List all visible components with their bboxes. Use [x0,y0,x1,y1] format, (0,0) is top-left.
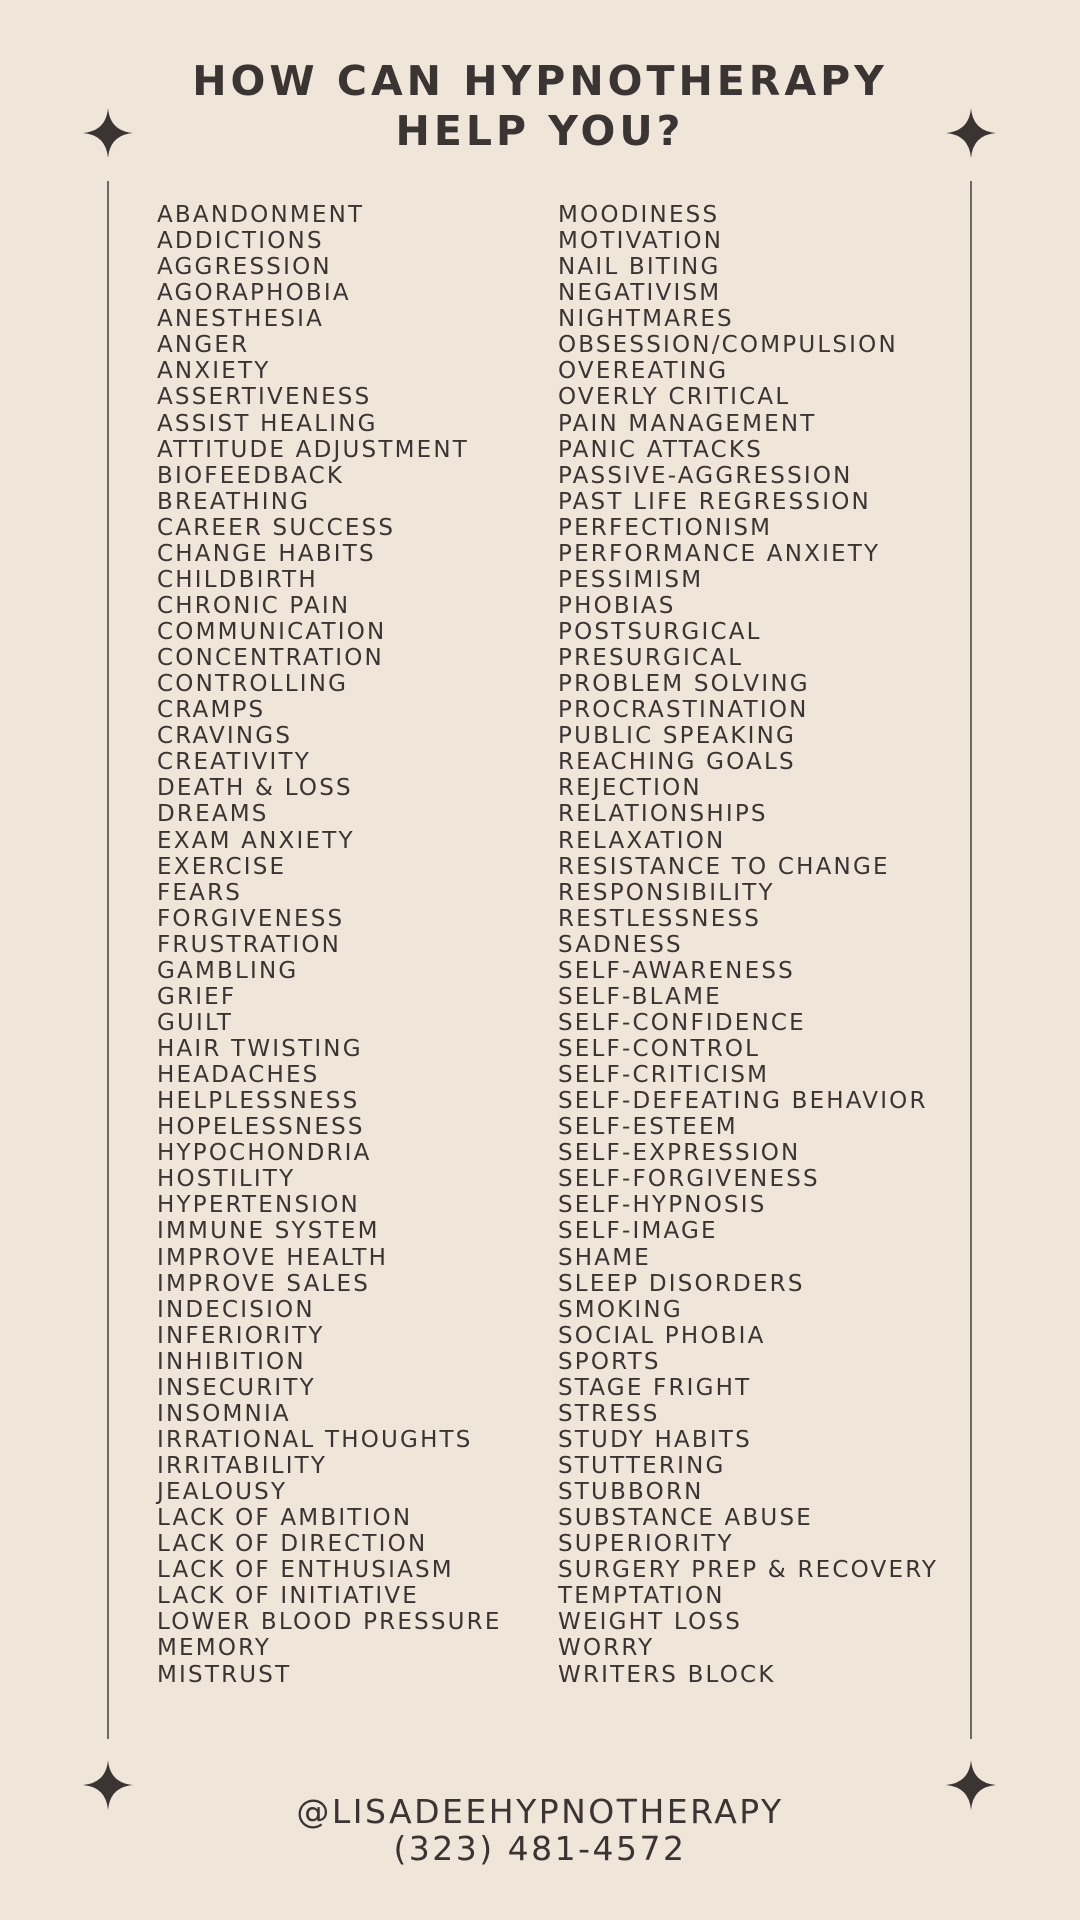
list-item: STRESS [558,1400,660,1427]
list-item: SELF-EXPRESSION [558,1140,801,1167]
list-item: PERFORMANCE ANXIETY [558,540,881,567]
list-item: SELF-AWARENESS [558,957,795,984]
list-item: NIGHTMARES [558,306,734,333]
list-item: STUDY HABITS [558,1426,752,1453]
list-item: OBSESSION/COMPULSION [558,332,898,359]
list-item: INSOMNIA [157,1400,291,1427]
list-item: PROBLEM SOLVING [558,671,810,698]
list-item: FRUSTRATION [157,931,342,958]
list-item: CHILDBIRTH [157,566,318,593]
list-item: POSTSURGICAL [558,619,762,645]
list-item: INSECURITY [157,1374,316,1401]
list-item: HOSTILITY [157,1166,296,1193]
list-item: CRAVINGS [157,723,293,750]
list-item: MOODINESS [558,202,720,228]
list-item: SOCIAL PHOBIA [558,1322,766,1349]
title-line-2: HELP YOU? [395,107,685,155]
list-item: HEADACHES [157,1062,320,1089]
list-item: SURGERY PREP & RECOVERY [558,1557,939,1584]
list-item: FEARS [157,879,243,906]
list-item: ASSIST HEALING [157,410,378,437]
list-item: WEIGHT LOSS [558,1609,743,1636]
list-item: SELF-DEFEATING BEHAVIOR [558,1088,928,1115]
list-item: ASSERTIVENESS [157,384,372,411]
list-item: LACK OF AMBITION [157,1505,413,1532]
list-item: JEALOUSY [157,1479,288,1506]
list-item: IMPROVE SALES [157,1270,371,1297]
phone-number: (323) 481-4572 [393,1829,687,1868]
list-item: MEMORY [157,1635,272,1662]
list-item: MOTIVATION [558,228,724,255]
list-item: ANGER [157,332,250,359]
list-item: ABANDONMENT [157,202,365,228]
list-item: EXERCISE [157,853,287,880]
left-divider-line [107,181,109,1739]
title-line-1: HOW CAN HYPNOTHERAPY [192,57,888,105]
list-item: CREATIVITY [157,749,311,776]
list-item: PERFECTIONISM [558,514,773,541]
list-item: PASSIVE-AGGRESSION [558,462,853,489]
list-item: PROCRASTINATION [558,697,809,724]
list-item: CHRONIC PAIN [157,592,351,619]
social-handle: @LISADEEHYPNOTHERAPY [296,1792,784,1831]
list-item: TEMPTATION [558,1583,725,1610]
list-item: HAIR TWISTING [157,1036,363,1062]
list-item: COMMUNICATION [157,619,387,645]
list-item: DREAMS [157,801,269,828]
list-item: WORRY [558,1635,655,1662]
list-item: SELF-CRITICISM [558,1062,770,1089]
list-item: MISTRUST [157,1661,292,1688]
four-point-star-icon [83,108,133,158]
list-item: STAGE FRIGHT [558,1374,752,1401]
list-item: ATTITUDE ADJUSTMENT [157,436,470,463]
list-item: INFERIORITY [157,1322,325,1349]
list-item: SPORTS [558,1348,661,1375]
list-item: LOWER BLOOD PRESSURE [157,1609,502,1636]
list-item: SLEEP DISORDERS [558,1270,805,1297]
list-item: STUTTERING [558,1453,726,1479]
list-item: RELATIONSHIPS [558,801,768,828]
list-item: FORGIVENESS [157,905,345,932]
list-item: IRRITABILITY [157,1453,328,1479]
list-item: NEGATIVISM [558,280,722,307]
list-item: IRRATIONAL THOUGHTS [157,1426,473,1453]
list-item: OVERLY CRITICAL [558,384,791,411]
list-item: CAREER SUCCESS [157,514,396,541]
list-item: IMMUNE SYSTEM [157,1218,380,1245]
list-item: SELF-BLAME [558,983,722,1010]
list-item: REACHING GOALS [558,749,796,776]
list-item: SELF-IMAGE [558,1218,718,1245]
list-item: SMOKING [558,1296,683,1323]
list-item: BREATHING [157,488,311,515]
list-item: PHOBIAS [558,592,676,619]
list-item: SADNESS [558,931,683,958]
right-divider-line [970,181,972,1739]
list-item: ADDICTIONS [157,228,324,255]
list-item: LACK OF DIRECTION [157,1531,428,1558]
list-item: ANESTHESIA [157,306,325,333]
list-item: INDECISION [157,1296,315,1323]
list-item: RESISTANCE TO CHANGE [558,853,890,880]
list-item: IMPROVE HEALTH [157,1244,389,1271]
list-item: EXAM ANXIETY [157,827,355,854]
list-item: LACK OF ENTHUSIASM [157,1557,454,1584]
list-item: SHAME [558,1244,652,1271]
list-item: CHANGE HABITS [157,540,376,567]
list-item: RESTLESSNESS [558,905,762,932]
list-item: PANIC ATTACKS [558,436,764,463]
list-item: BIOFEEDBACK [157,462,345,489]
page-title [0,56,1080,156]
list-item: GRIEF [157,983,237,1010]
list-item: SELF-CONTROL [558,1036,761,1062]
list-item: LACK OF INITIATIVE [157,1583,420,1610]
list-item: HOPELESSNESS [157,1114,365,1141]
list-item: SELF-CONFIDENCE [558,1009,806,1036]
list-item: RESPONSIBILITY [558,879,775,906]
list-item: DEATH & LOSS [157,775,353,802]
list-item: HYPOCHONDRIA [157,1140,372,1167]
list-item: HYPERTENSION [157,1192,360,1219]
list-item: AGGRESSION [157,254,332,281]
list-item: AGORAPHOBIA [157,280,351,307]
list-item: PESSIMISM [558,566,704,593]
list-item: SUBSTANCE ABUSE [558,1505,813,1532]
list-item: CONTROLLING [157,671,349,698]
list-item: NAIL BITING [558,254,721,281]
list-item: SELF-FORGIVENESS [558,1166,820,1193]
list-item: GUILT [157,1009,234,1036]
list-item: ANXIETY [157,358,271,385]
list-item: PAIN MANAGEMENT [558,410,817,437]
issues-list-left [157,202,502,1688]
list-item: CRAMPS [157,697,266,724]
list-item: HELPLESSNESS [157,1088,360,1115]
list-item: SELF-HYPNOSIS [558,1192,767,1219]
list-item: GAMBLING [157,957,299,984]
issues-list-right [558,202,938,1688]
list-item: PAST LIFE REGRESSION [558,488,871,515]
list-item: INHIBITION [157,1348,306,1375]
list-item: WRITERS BLOCK [558,1661,776,1688]
list-item: SELF-ESTEEM [558,1114,738,1141]
list-item: CONCENTRATION [157,645,384,672]
four-point-star-icon [946,108,996,158]
list-item: REJECTION [558,775,702,802]
list-item: SUPERIORITY [558,1531,734,1558]
list-item: PUBLIC SPEAKING [558,723,797,750]
list-item: STUBBORN [558,1479,704,1506]
list-item: OVEREATING [558,358,729,385]
list-item: RELAXATION [558,827,726,854]
list-item: PRESURGICAL [558,645,744,672]
